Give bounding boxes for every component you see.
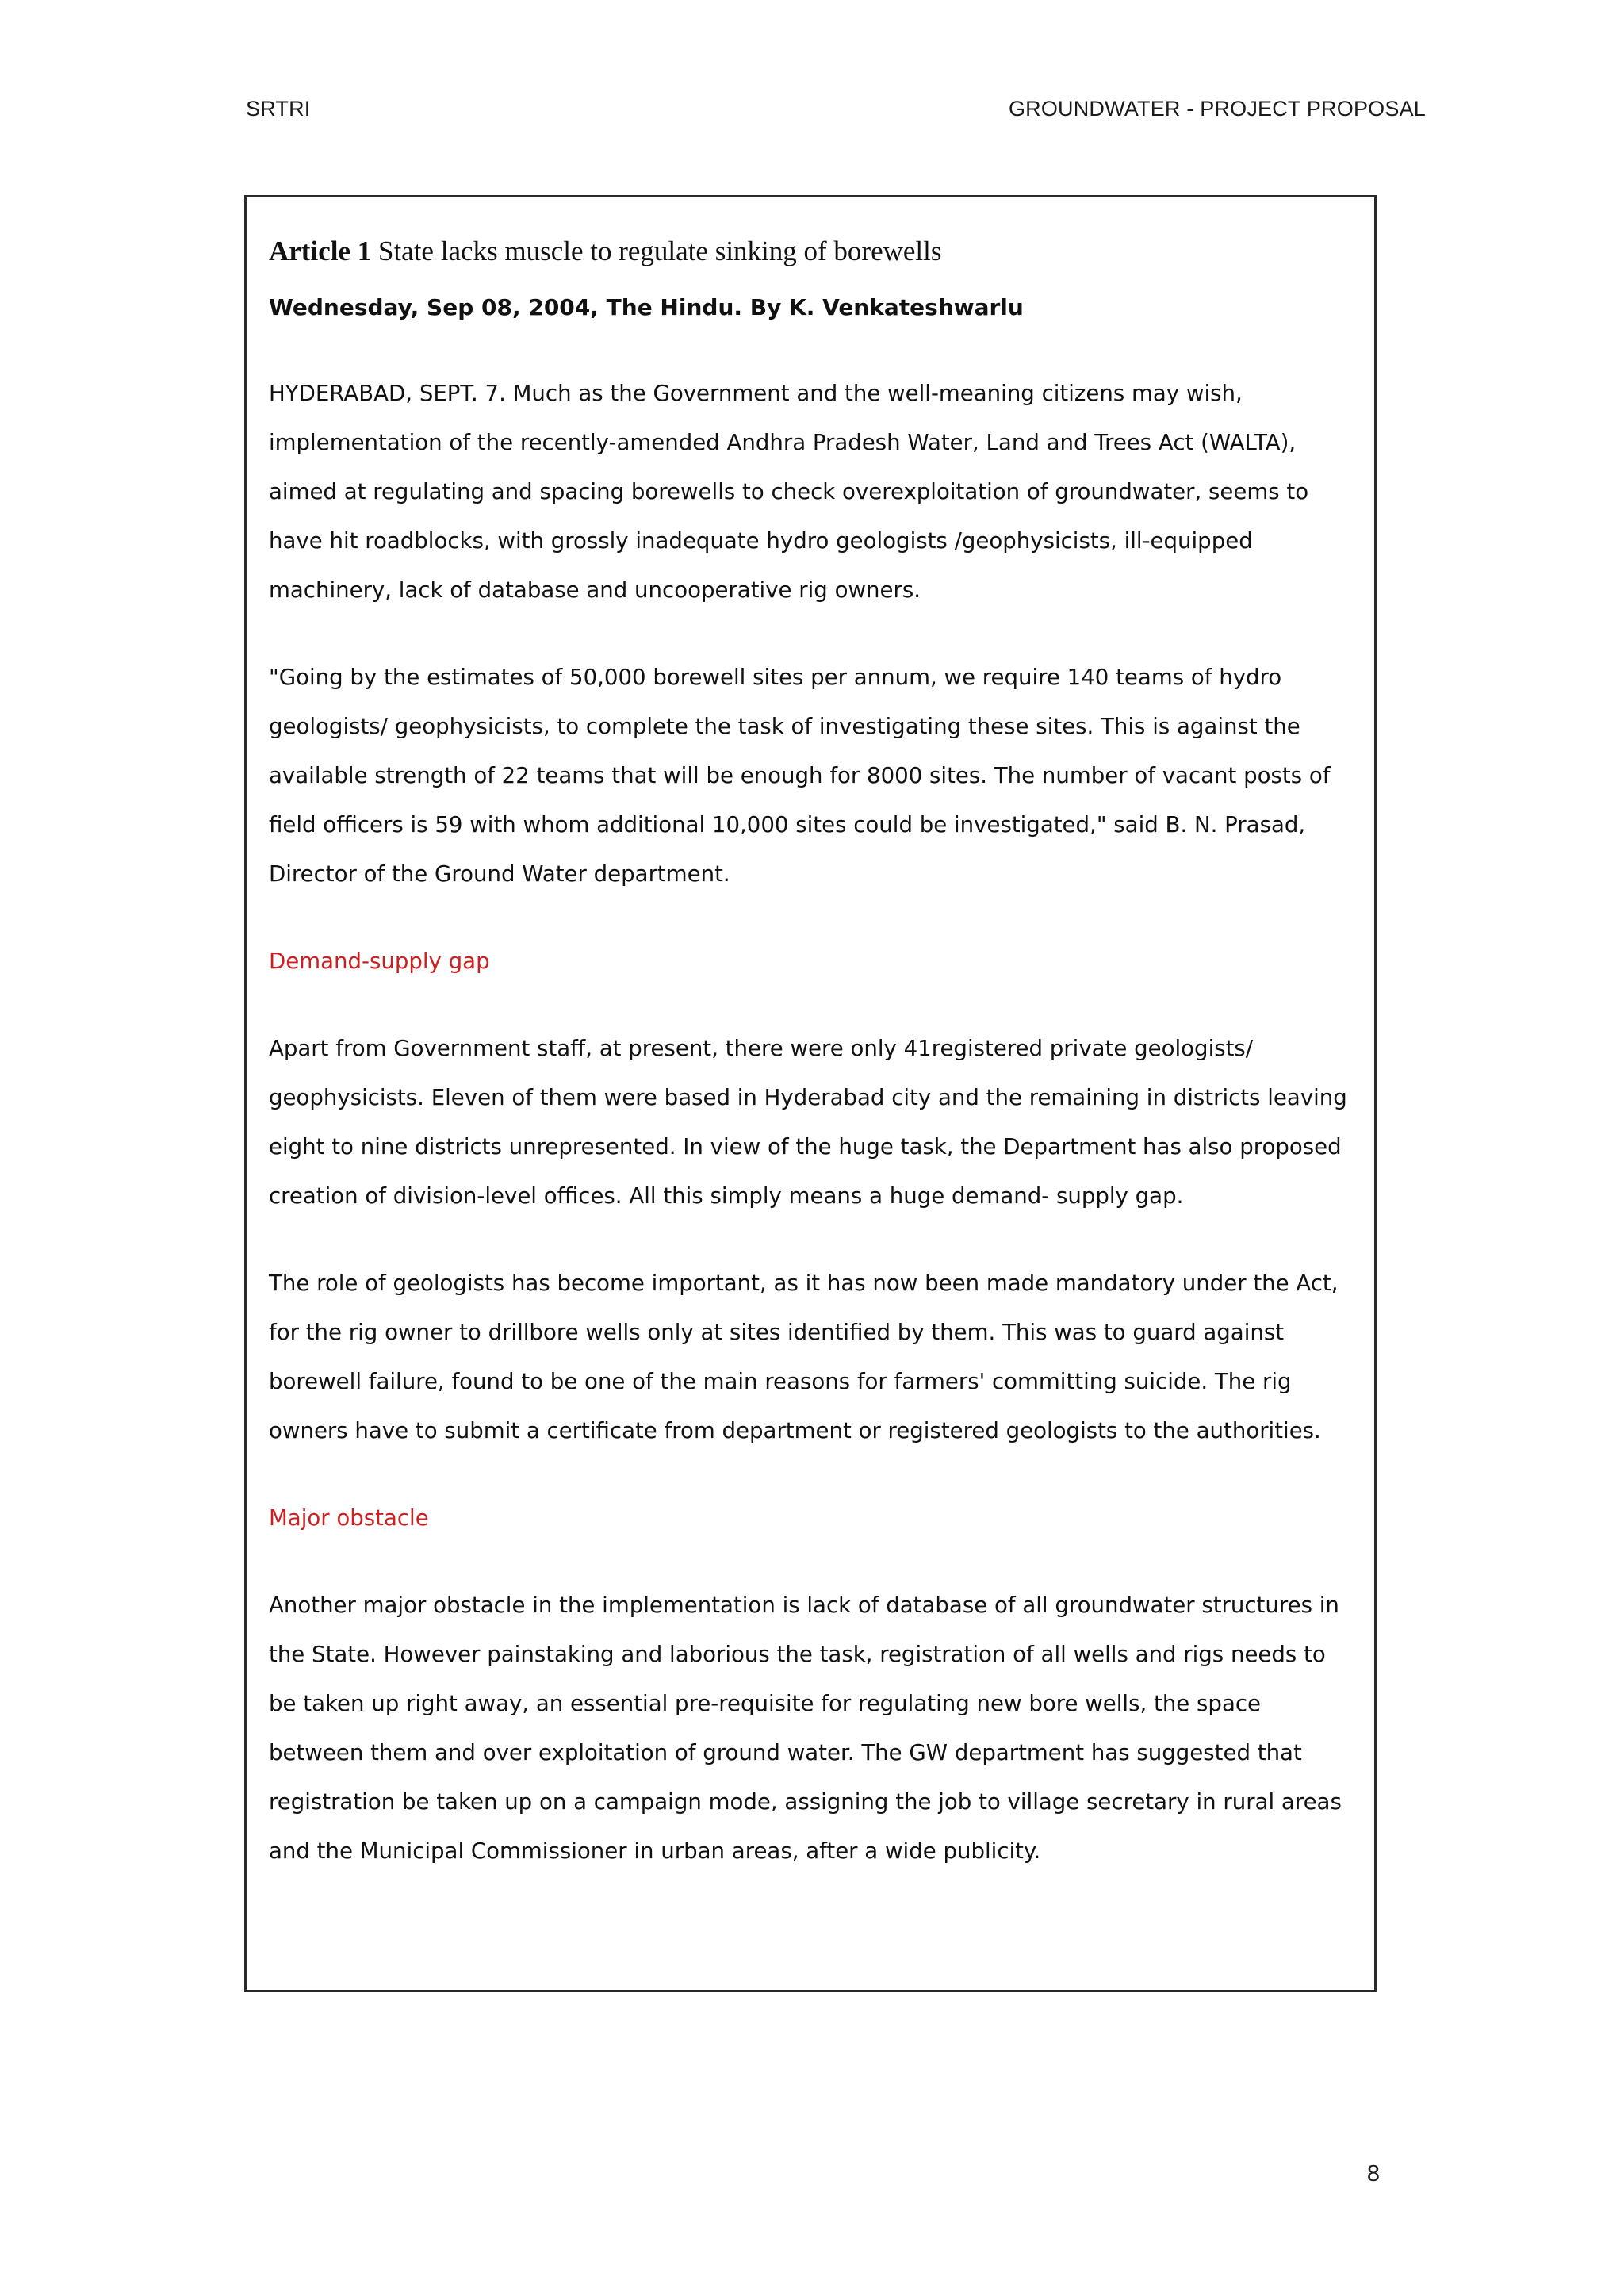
paragraph-2 bbox=[269, 653, 1347, 899]
paragraph-line: for the rig owner to drillbore wells only at sites identified by them. This was to guard against bbox=[269, 1319, 1285, 1345]
paragraph-line: borewell failure, found to be one of the main reasons for farmers' committing suicide. The rig bbox=[269, 1368, 1292, 1394]
subheading-demand-supply-gap: Demand-supply gap bbox=[269, 948, 490, 974]
paragraph-line: geophysicists. Eleven of them were based in Hyderabad city and the remaining in districts leaving bbox=[269, 1084, 1347, 1110]
paragraph-line: HYDERABAD, SEPT. 7. Much as the Government and the well-meaning citizens may wish, bbox=[269, 380, 1243, 406]
header-document-title: GROUNDWATER - PROJECT PROPOSAL bbox=[1008, 97, 1426, 121]
paragraph-line: implementation of the recently-amended Andhra Pradesh Water, Land and Trees Act (WALTA), bbox=[269, 429, 1297, 455]
paragraph-3 bbox=[269, 1024, 1347, 1221]
paragraph-line: available strength of 22 teams that will be enough for 8000 sites. The number of vacant posts of bbox=[269, 762, 1331, 788]
paragraph-line: registration be taken up on a campaign mode, assigning the job to village secretary in rural areas bbox=[269, 1788, 1342, 1815]
paragraph-line: owners have to submit a certificate from department or registered geologists to the authorities. bbox=[269, 1417, 1321, 1443]
paragraph-line: The role of geologists has become important, as it has now been made mandatory under the Act, bbox=[269, 1270, 1339, 1296]
paragraph-line: aimed at regulating and spacing borewells to check overexploitation of groundwater, seems to bbox=[269, 478, 1309, 504]
paragraph-line: Apart from Government staff, at present, there were only 41registered private geologists/ bbox=[269, 1035, 1254, 1061]
article-box bbox=[244, 195, 1377, 1992]
article-byline: Wednesday, Sep 08, 2004, The Hindu. By K. Venkateshwarlu bbox=[269, 294, 1024, 320]
paragraph-line: have hit roadblocks, with grossly inadequate hydro geologists /geophysicists, ill-equipped bbox=[269, 527, 1253, 554]
paragraph-line: the State. However painstaking and laborious the task, registration of all wells and rigs needs to bbox=[269, 1641, 1326, 1667]
paragraph-line: be taken up right away, an essential pre-requisite for regulating new bore wells, the space bbox=[269, 1690, 1262, 1716]
subheading-major-obstacle: Major obstacle bbox=[269, 1504, 429, 1531]
paragraph-line: eight to nine districts unrepresented. In view of the huge task, the Department has also proposed bbox=[269, 1133, 1342, 1159]
paragraph-line: geologists/ geophysicists, to complete the task of investigating these sites. This is against the bbox=[269, 713, 1300, 739]
paragraph-line: "Going by the estimates of 50,000 borewell sites per annum, we require 140 teams of hydro bbox=[269, 664, 1282, 690]
paragraph-4 bbox=[269, 1259, 1347, 1455]
paragraph-line: between them and over exploitation of ground water. The GW department has suggested that bbox=[269, 1739, 1302, 1765]
paragraph-line: Another major obstacle in the implementation is lack of database of all groundwater structures in bbox=[269, 1592, 1339, 1618]
article-headline: State lacks muscle to regulate sinking of borewells bbox=[377, 236, 942, 266]
paragraph-5 bbox=[269, 1581, 1347, 1876]
header-org-name: SRTRI bbox=[246, 97, 311, 121]
paragraph-line: and the Municipal Commissioner in urban areas, after a wide publicity. bbox=[269, 1838, 1041, 1864]
paragraph-line: field officers is 59 with whom additional 10,000 sites could be investigated," said B. N. Prasad, bbox=[269, 811, 1306, 838]
paragraph-line: creation of division-level offices. All this simply means a huge demand- supply gap. bbox=[269, 1182, 1184, 1209]
article-content bbox=[269, 236, 1347, 1914]
article-title bbox=[269, 236, 1347, 267]
paragraph-1 bbox=[269, 369, 1347, 615]
article-label: Article 1 bbox=[269, 236, 372, 266]
paragraph-line: machinery, lack of database and uncooperative rig owners. bbox=[269, 577, 921, 603]
paragraph-line: Director of the Ground Water department. bbox=[269, 861, 730, 887]
page-number: 8 bbox=[1366, 2161, 1380, 2187]
